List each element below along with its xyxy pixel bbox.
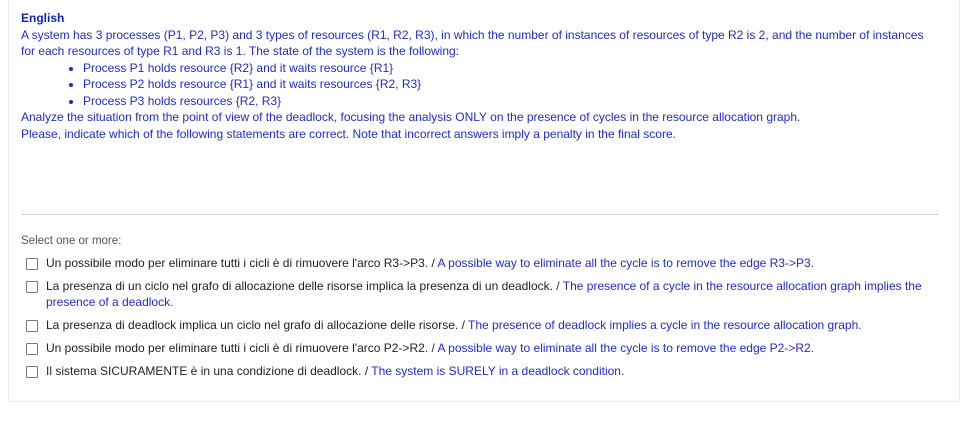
answer-option-text	[46, 317, 862, 333]
list-item: • Process P2 holds resource {R1} and it waits resources {R2, R3}	[83, 76, 936, 93]
checkbox[interactable]	[26, 366, 38, 378]
checkbox[interactable]	[26, 343, 38, 355]
option-english-text: A possible way to eliminate all the cycle is to remove the edge R3->P3.	[437, 256, 814, 270]
option-separator: /	[361, 364, 372, 378]
select-prompt: Select one or more:	[21, 235, 122, 247]
checkbox[interactable]	[26, 320, 38, 332]
option-english-text: The presence of deadlock implies a cycle in the resource allocation graph.	[468, 318, 862, 332]
answer-option-5[interactable]	[26, 363, 931, 379]
answer-option-text	[46, 278, 931, 310]
answer-option-4[interactable]	[26, 340, 931, 356]
option-separator: /	[428, 256, 438, 270]
list-item: • Process P3 holds resources {R2, R3}	[83, 93, 936, 110]
question-analyze-instruction: Analyze the situation from the point of view of the deadlock, focusing the analysis ONLY on the presence of cycles in the resource allocation graph.	[21, 110, 801, 124]
option-english-text: A possible way to eliminate all the cycle is to remove the edge P2->R2.	[437, 341, 814, 355]
checkbox[interactable]	[26, 281, 38, 293]
answer-option-text	[46, 255, 814, 271]
checkbox[interactable]	[26, 258, 38, 270]
option-italian-text: Un possibile modo per eliminare tutti i cicli è di rimuovere l'arco R3->P3.	[46, 256, 429, 270]
option-separator: /	[552, 279, 563, 293]
option-english-text: The presence of a cycle in the resource allocation graph implies the presence of a deadlock.	[46, 279, 922, 309]
answer-option-1[interactable]	[26, 255, 931, 271]
answer-options	[26, 255, 931, 386]
question-language-title: English	[21, 11, 65, 25]
option-separator: /	[458, 318, 469, 332]
question-intro: A system has 3 processes (P1, P2, P3) and 3 types of resources (R1, R2, R3), in which the number of instances of resources of type R2 is 2, and the number of instances for each resources of type R1 and R3 is 1. The state of the system is the following:	[21, 27, 924, 58]
process-state-list	[21, 60, 936, 110]
answer-option-text	[46, 363, 624, 379]
option-italian-text: La presenza di un ciclo nel grafo di allocazione delle risorse implica la presenza di un deadlock.	[46, 279, 553, 293]
question-card	[8, 0, 960, 402]
list-item: • Process P1 holds resource {R2} and it waits resource {R1}	[83, 60, 936, 77]
answer-option-2[interactable]	[26, 278, 931, 310]
option-italian-text: Il sistema SICURAMENTE è in una condizione di deadlock.	[46, 364, 362, 378]
option-italian-text: La presenza di deadlock implica un ciclo nel grafo di allocazione delle risorse.	[46, 318, 459, 332]
answer-option-text	[46, 340, 814, 356]
option-separator: /	[428, 341, 438, 355]
question-text	[21, 10, 936, 142]
option-english-text: The system is SURELY in a deadlock condition.	[371, 364, 625, 378]
option-italian-text: Un possibile modo per eliminare tutti i cicli è di rimuovere l'arco P2->R2.	[46, 341, 429, 355]
divider	[21, 214, 939, 215]
question-penalty-note: Please, indicate which of the following statements are correct. Note that incorrect answers imply a penalty in the final score.	[21, 126, 676, 141]
answer-option-3[interactable]	[26, 317, 931, 333]
